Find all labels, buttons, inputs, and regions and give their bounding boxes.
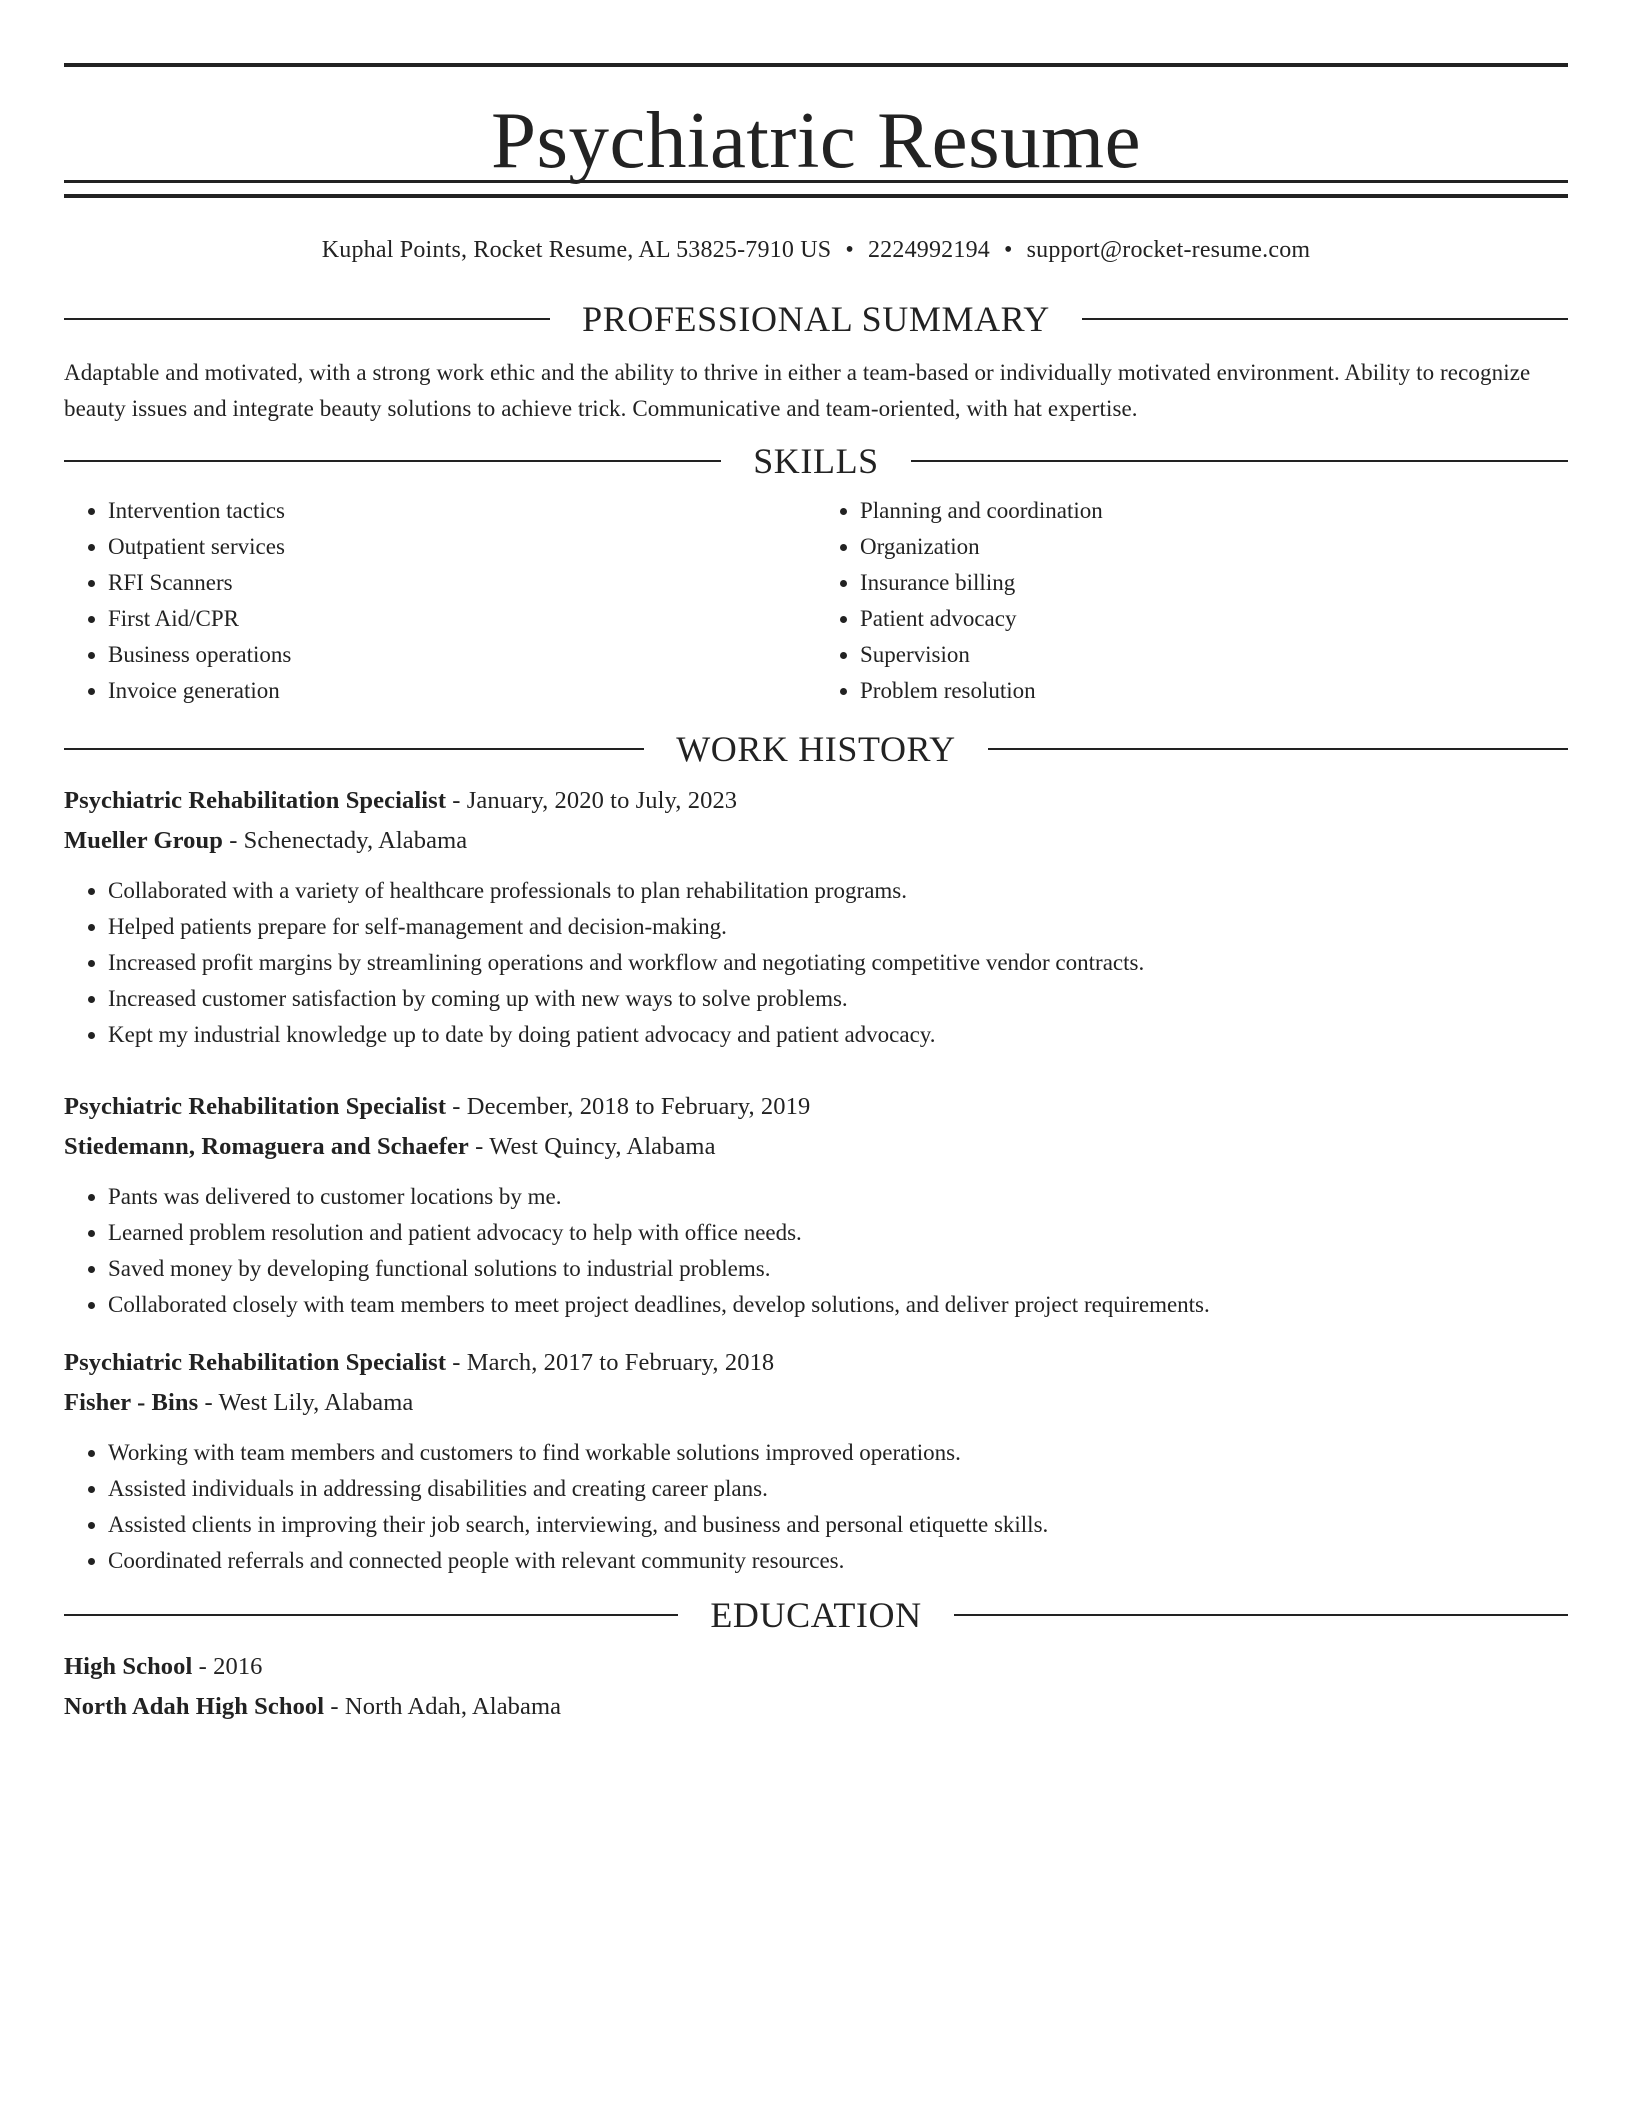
contact-separator: • [1003,237,1013,263]
contact-address: Kuphal Points, Rocket Resume, AL 53825-7910 US [321,237,832,263]
job-bullet: • Increased profit margins by streamlining operations and workflow and negotiating competitive vendor contracts. [108,945,1568,981]
section-header-work [64,729,1568,769]
job-bullet: • Increased customer satisfaction by coming up with new ways to solve problems. [108,981,1568,1017]
section-rule [911,460,1568,462]
job-entry [64,1087,1568,1323]
job-title-line [64,781,1568,821]
contact-email: support@rocket-resume.com [1026,237,1311,263]
section-rule [64,460,721,462]
section-rule [64,748,644,750]
job-bullet: • Assisted clients in improving their job search, interviewing, and business and personal etiquette skills. [108,1507,1568,1543]
summary-text: Adaptable and motivated, with a strong work ethic and the ability to thrive in either a team-based or individually motivated environment. Ability to recognize beauty issues and integrate beauty solutions to achieve trick. Communicative and team-oriented, with hat expertise. [64,360,1531,421]
education-degree-line [64,1647,1568,1687]
skill-item: • Invoice generation [108,673,816,709]
job-company-line [64,1383,1568,1423]
section-title-summary: PROFESSIONAL SUMMARY [582,299,1050,339]
contact-line [64,235,1568,265]
skills-column-right [816,493,1568,709]
section-title-education: EDUCATION [710,1595,922,1635]
skill-item: • RFI Scanners [108,565,816,601]
skill-item: • Outpatient services [108,529,816,565]
skill-item: • Planning and coordination [860,493,1568,529]
education-degree: High School [64,1653,193,1680]
job-title: Psychiatric Rehabilitation Specialist [64,1093,447,1120]
job-location: - Schenectady, Alabama [222,827,468,854]
education-location: - North Adah, Alabama [324,1693,562,1720]
skills-column-left [64,493,816,709]
job-dates: - January, 2020 to July, 2023 [446,787,738,814]
section-rule [988,748,1568,750]
job-dates: - March, 2017 to February, 2018 [446,1349,775,1376]
skill-item: • Supervision [860,637,1568,673]
skill-item: • First Aid/CPR [108,601,816,637]
section-header-summary [64,299,1568,339]
job-title-line [64,1343,1568,1383]
job-company: Fisher - Bins [64,1389,199,1416]
job-bullet: • Learned problem resolution and patient advocacy to help with office needs. [108,1215,1568,1251]
job-entry [64,781,1568,1053]
section-rule [1082,318,1568,320]
job-title: Psychiatric Rehabilitation Specialist [64,787,447,814]
section-rule [954,1614,1568,1616]
skills-list [64,493,1568,709]
job-company: Stiedemann, Romaguera and Schaefer [64,1133,469,1160]
education-year: - 2016 [192,1653,263,1680]
job-dates: - December, 2018 to February, 2019 [446,1093,811,1120]
job-bullet: • Collaborated with a variety of healthcare professionals to plan rehabilitation programs. [108,873,1568,909]
education-school-line [64,1687,1568,1727]
section-header-education [64,1595,1568,1635]
job-bullet: • Collaborated closely with team members to meet project deadlines, develop solutions, and deliver project requirements. [108,1287,1568,1323]
contact-separator: • [845,237,854,263]
job-company-line [64,821,1568,861]
job-title: Psychiatric Rehabilitation Specialist [64,1349,447,1376]
education-entry [64,1647,1568,1727]
resume-content [64,0,1568,1727]
job-bullets [64,1435,1568,1579]
job-bullets [64,1179,1568,1323]
skill-item: • Business operations [108,637,816,673]
skill-item: • Patient advocacy [860,601,1568,637]
job-bullet: • Helped patients prepare for self-management and decision-making. [108,909,1568,945]
job-bullet: • Pants was delivered to customer locations by me. [108,1179,1568,1215]
section-header-skills [64,441,1568,481]
section-title-work: WORK HISTORY [676,729,956,769]
job-bullet: • Assisted individuals in addressing disabilities and creating career plans. [108,1471,1568,1507]
skill-item: • Organization [860,529,1568,565]
job-location: - West Lily, Alabama [198,1389,414,1416]
job-location: - West Quincy, Alabama [468,1133,716,1160]
section-title-skills: SKILLS [753,441,879,481]
section-rule [64,1614,678,1616]
job-entry [64,1343,1568,1579]
contact-phone: 2224992194 [867,237,990,263]
skill-item: • Intervention tactics [108,493,816,529]
job-bullet: • Working with team members and customers to find workable solutions improved operations. [108,1435,1568,1471]
job-bullet: • Saved money by developing functional solutions to industrial problems. [108,1251,1568,1287]
job-bullet: • Coordinated referrals and connected people with relevant community resources. [108,1543,1568,1579]
resume-title: Psychiatric Resume [490,95,1142,185]
section-rule [64,318,550,320]
job-bullets [64,873,1568,1053]
skill-item: • Insurance billing [860,565,1568,601]
job-company: Mueller Group [64,827,223,854]
job-title-line [64,1087,1568,1127]
education-school: North Adah High School [64,1693,325,1720]
skill-item: • Problem resolution [860,673,1568,709]
job-company-line [64,1127,1568,1167]
job-bullet: • Kept my industrial knowledge up to date by doing patient advocacy and patient advocacy. [108,1017,1568,1053]
